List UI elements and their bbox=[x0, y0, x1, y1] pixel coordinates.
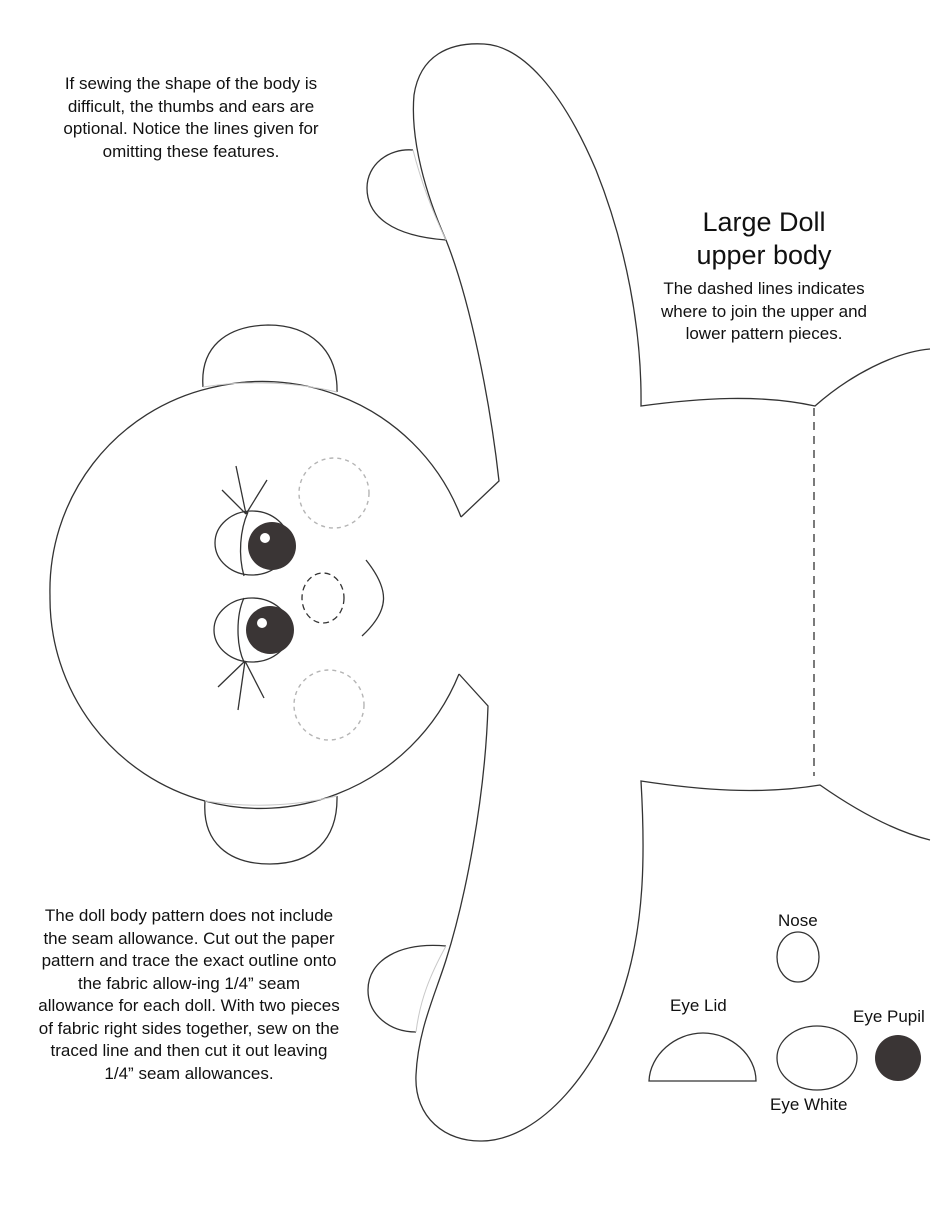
eye-pupil-piece bbox=[875, 1035, 921, 1081]
mouth-line bbox=[362, 560, 384, 636]
head-outline-upper-right bbox=[337, 395, 461, 517]
top-eye-highlight bbox=[260, 533, 270, 543]
top-eye-pupil bbox=[248, 522, 296, 570]
nose-label: Nose bbox=[778, 911, 818, 930]
instructions-optional-features: If sewing the shape of the body is difficult, the thumbs and ears are optional. Notice the lines given for omitting these features. bbox=[63, 74, 319, 161]
top-cheek-guide bbox=[299, 458, 369, 528]
eye-lid-piece bbox=[649, 1033, 756, 1081]
bottom-ear bbox=[205, 796, 337, 864]
instructions-seam-allowance: The doll body pattern does not include the seam allowance. Cut out the paper pattern and trace the exact outline onto the fabric allow-ing 1/4” seam allowance for each doll. With two pieces of fabric right sides together, sew on the traced line and then cut it out leaving 1/4” seam allowances. bbox=[38, 906, 340, 1083]
head-outline bbox=[50, 381, 459, 808]
nose-placement-guide bbox=[302, 573, 344, 623]
bottom-eyelid-line bbox=[238, 598, 244, 662]
bottom-cheek-guide bbox=[294, 670, 364, 740]
title-line-2: upper body bbox=[696, 240, 832, 270]
title-line-1: Large Doll bbox=[702, 207, 826, 237]
body-outline bbox=[413, 44, 930, 1141]
top-eye-lashes bbox=[222, 466, 267, 514]
bottom-thumb-omit-line bbox=[416, 946, 446, 1032]
eye-white-piece bbox=[777, 1026, 857, 1090]
bottom-eye-highlight bbox=[257, 618, 267, 628]
eye-pupil-label: Eye Pupil bbox=[853, 1007, 925, 1026]
top-eyelid-line bbox=[241, 512, 248, 576]
top-thumb bbox=[367, 150, 446, 240]
bottom-eye-lashes bbox=[218, 661, 264, 710]
eye-lid-label: Eye Lid bbox=[670, 996, 727, 1015]
bottom-eye-pupil bbox=[246, 606, 294, 654]
top-ear-omit-line bbox=[203, 383, 337, 392]
bottom-ear-omit-line bbox=[205, 796, 337, 805]
join-instruction: The dashed lines indicates where to join the upper and lower pattern pieces. bbox=[660, 279, 868, 343]
nose-piece bbox=[777, 932, 819, 982]
eye-white-label: Eye White bbox=[770, 1095, 848, 1114]
bottom-thumb bbox=[368, 945, 446, 1032]
top-thumb-omit-line bbox=[413, 150, 446, 240]
